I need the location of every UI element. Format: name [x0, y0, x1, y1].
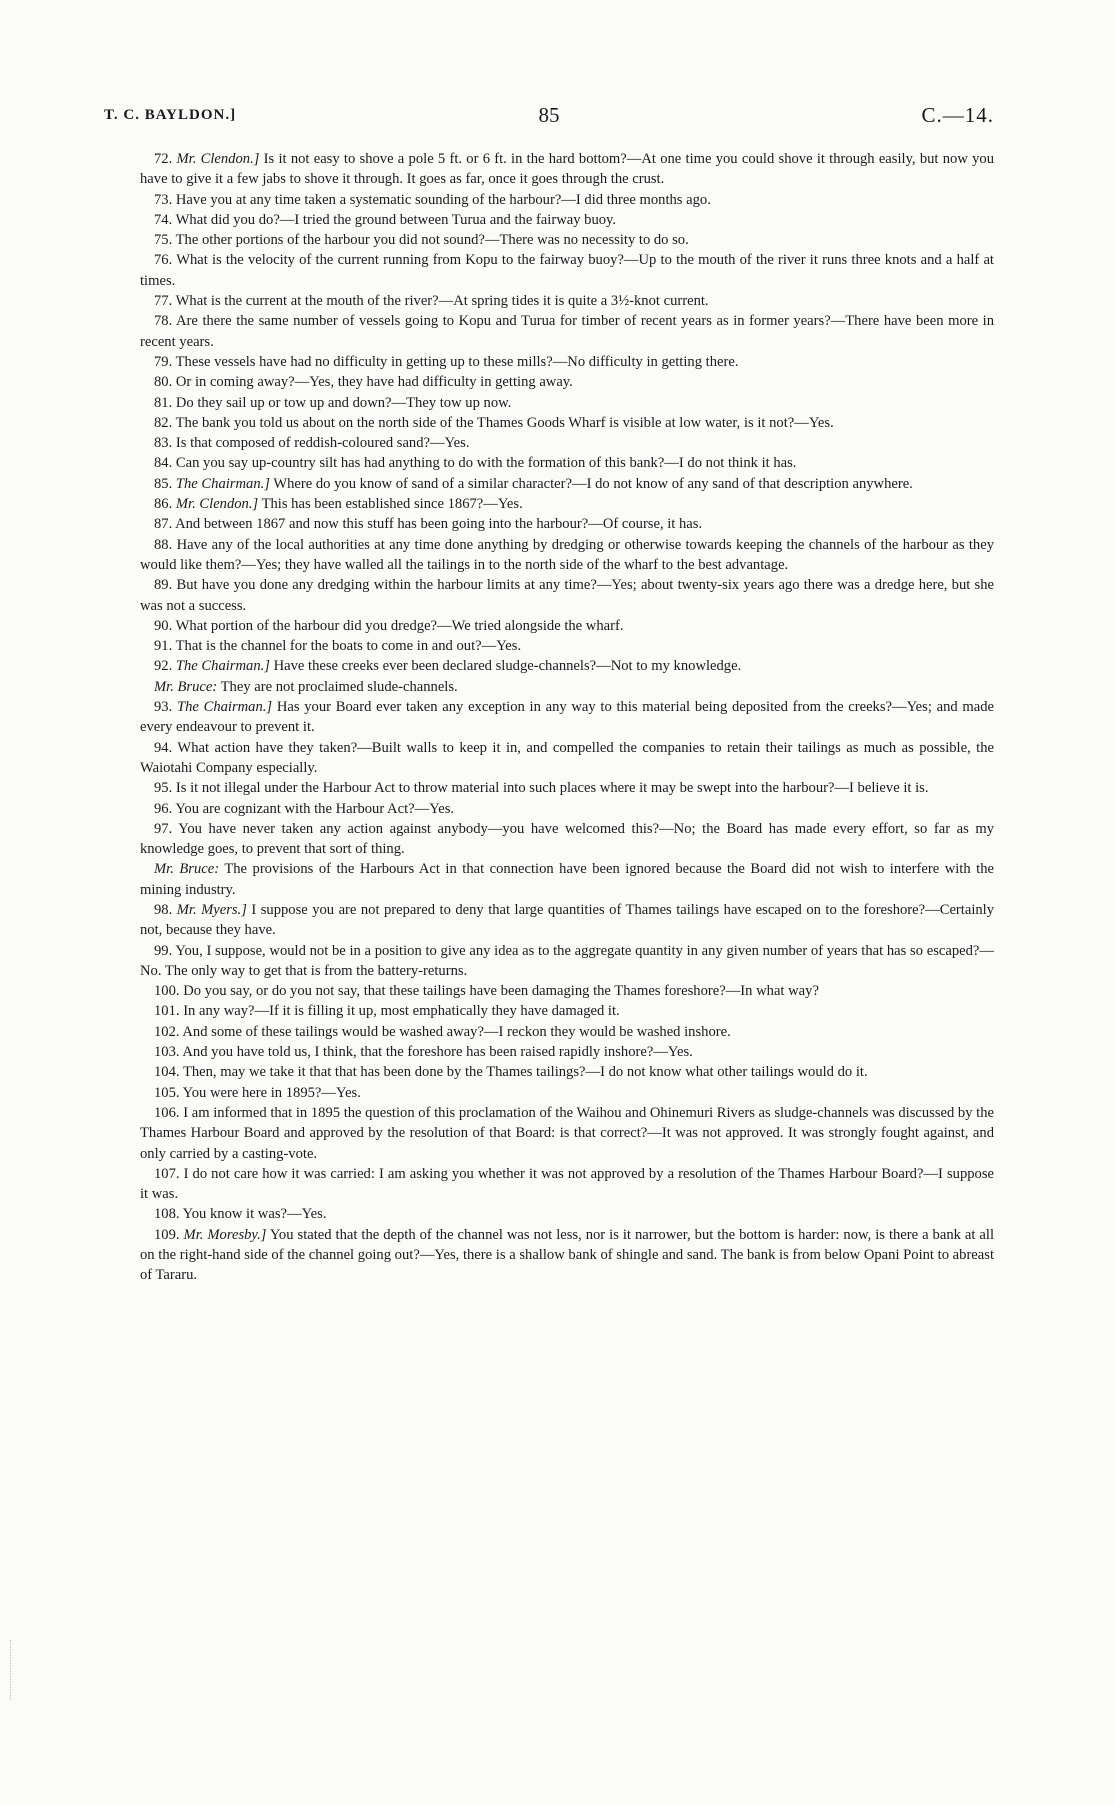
paragraph-text: The provisions of the Harbours Act in that connection have been ignored because the Board did not wish to interfere with the mining industry.: [140, 861, 994, 898]
question-number: 87: [154, 516, 169, 533]
header-witness: T. C. BAYLDON.]: [104, 107, 237, 123]
transcript-paragraph: 78. Are there the same number of vessels going to Kopu and Turua for timber of recent years as in former years?—There have been more in recent years.: [140, 313, 994, 350]
speaker-name: The Chairman.]: [175, 475, 270, 492]
transcript-paragraph: 85. The Chairman.] Where do you know of sand of a similar character?—I do not know of any sand of that description anywhere.: [154, 475, 913, 492]
transcript-body: [140, 149, 994, 1286]
question-number: 95: [154, 780, 169, 797]
speaker-name: Mr. Moresby.]: [183, 1226, 267, 1243]
paragraph-text: This has been established since 1867?—Yes.: [261, 496, 523, 513]
question-number: 73: [154, 191, 169, 208]
paragraph-text: And you have told us, I think, that the foreshore has been raised rapidly inshore?—Yes.: [182, 1044, 693, 1061]
paragraph-text: Or in coming away?—Yes, they have had difficulty in getting away.: [175, 374, 573, 391]
transcript-paragraph: 73. Have you at any time taken a systematic sounding of the harbour?—I did three months ago.: [154, 191, 711, 208]
question-number: 72: [154, 151, 169, 167]
paragraph-text: Has your Board ever taken any exception in any way to this material being deposited from the creeks?—Yes; and made every endeavour to prevent it.: [140, 699, 995, 736]
paragraph-text: These vessels have had no difficulty in getting up to these mills?—No difficulty in getting there.: [175, 353, 739, 370]
paragraph-text: Have these creeks ever been declared sludge-channels?—Not to my knowledge.: [273, 658, 742, 675]
transcript-paragraph: 91. That is the channel for the boats to come in and out?—Yes.: [154, 638, 522, 655]
question-number: 107: [154, 1165, 176, 1182]
transcript-paragraph: 74. What did you do?—I tried the ground between Turua and the fairway buoy.: [154, 211, 617, 228]
question-number: 81: [154, 394, 169, 411]
question-number: 93: [154, 699, 169, 716]
paragraph-text: And between 1867 and now this stuff has been going into the harbour?—Of course, it has.: [175, 516, 703, 533]
paragraph-text: Where do you know of sand of a similar character?—I do not know of any sand of that description anywhere.: [273, 475, 913, 492]
question-number: 77: [154, 293, 169, 310]
margin-mark: [10, 1640, 13, 1700]
paragraph-text: What is the current at the mouth of the river?—At spring tides it is quite a 3½-knot current.: [175, 293, 709, 310]
transcript-paragraph: 99. You, I suppose, would not be in a position to give any idea as to the aggregate quantity in any given number of years that has so escaped?—No. The only way to get that is from the battery-returns.: [140, 942, 994, 979]
transcript-paragraph: 96. You are cognizant with the Harbour Act?—Yes.: [154, 800, 455, 817]
transcript-paragraph: [140, 677, 994, 697]
question-number: 88: [154, 536, 169, 553]
transcript-paragraph: 87. And between 1867 and now this stuff has been going into the harbour?—Of course, it has.: [154, 516, 703, 533]
speaker-name: Mr. Bruce:: [154, 678, 218, 695]
transcript-paragraph: 107. I do not care how it was carried: I am asking you whether it was not approved by a resolution of the Thames Harbour Board?—I suppose it was.: [140, 1165, 994, 1203]
paragraph-text: What portion of the harbour did you dredge?—We tried alongside the wharf.: [175, 617, 624, 634]
transcript-paragraph: 98. Mr. Myers.] I suppose you are not prepared to deny that large quantities of Thames tailings have escaped on to the foreshore?—Certainly not, because they have.: [140, 901, 995, 939]
transcript-paragraph: 104. Then, may we take it that that has been done by the Thames tailings?—I do not know what other tailings would do it.: [154, 1064, 868, 1081]
transcript-paragraph: 90. What portion of the harbour did you dredge?—We tried alongside the wharf.: [154, 617, 624, 634]
question-number: 106: [154, 1104, 176, 1121]
transcript-paragraph: 105. You were here in 1895?—Yes.: [154, 1084, 361, 1101]
question-number: 94: [154, 739, 169, 756]
question-number: 100: [154, 983, 176, 1000]
paragraph-text: That is the channel for the boats to come in and out?—Yes.: [175, 638, 522, 655]
question-number: 105: [154, 1084, 176, 1101]
paragraph-text: You were here in 1895?—Yes.: [182, 1084, 361, 1101]
paragraph-text: But have you done any dredging within the harbour limits at any time?—Yes; about twenty-six years ago there was a dredge here, but she was not a success.: [140, 577, 995, 614]
question-number: 90: [154, 617, 169, 634]
paragraph-text: The other portions of the harbour you did not sound?—There was no necessity to do so.: [175, 232, 689, 249]
paragraph-text: Have you at any time taken a systematic sounding of the harbour?—I did three months ago.: [175, 191, 711, 208]
paragraph-text: The bank you told us about on the north side of the Thames Goods Wharf is visible at low water, is it not?—Yes.: [175, 414, 834, 431]
question-number: 108: [154, 1206, 176, 1223]
paragraph-text: You are cognizant with the Harbour Act?—Yes.: [175, 800, 455, 817]
paragraph-text: Is it not illegal under the Harbour Act to throw material into such places where it may be swept into the harbour?—I believe it is.: [175, 780, 929, 797]
transcript-paragraph: 75. The other portions of the harbour you did not sound?—There was no necessity to do so.: [154, 232, 689, 249]
question-number: 78: [154, 313, 169, 330]
transcript-paragraph: 101. In any way?—If it is filling it up, most emphatically they have damaged it.: [154, 1003, 620, 1020]
paragraph-text: Do you say, or do you not say, that these tailings have been damaging the Thames foreshore?—In what way?: [183, 983, 819, 1000]
question-number: 104: [154, 1064, 176, 1081]
page-number: 85: [538, 103, 560, 127]
transcript-paragraph: 93. The Chairman.] Has your Board ever taken any exception in any way to this material being deposited from the creeks?—Yes; and made every endeavour to prevent it.: [140, 699, 995, 736]
paragraph-text: Is it not easy to shove a pole 5 ft. or 6 ft. in the hard bottom?—At one time you could shove it through easily, but now you have to give it a few jabs to shove it through. It goes as far, once it goes through the crust.: [140, 151, 995, 188]
paragraph-text: You know it was?—Yes.: [182, 1206, 327, 1223]
speaker-name: Mr. Bruce:: [154, 861, 220, 878]
speaker-name: Mr. Clendon.]: [175, 496, 259, 513]
paragraph-text: Have any of the local authorities at any time done anything by dredging or otherwise towards keeping the channels of the harbour as they would like them?—Yes; they have walled all the tailings in to the north side of the wharf to the best advantage.: [140, 536, 994, 573]
question-number: 83: [154, 435, 169, 452]
question-number: 79: [154, 353, 169, 370]
paragraph-text: You have never taken any action against anybody—you have welcomed this?—No; the Board has made every effort, so far as my knowledge goes, to prevent that sort of thing.: [140, 820, 994, 858]
question-number: 98: [154, 901, 169, 918]
paragraph-text: Do they sail up or tow up and down?—They tow up now.: [175, 394, 512, 411]
transcript-paragraph: 81. Do they sail up or tow up and down?—They tow up now.: [154, 394, 512, 411]
paragraph-text: In any way?—If it is filling it up, most emphatically they have damaged it.: [183, 1003, 620, 1020]
question-number: 84: [154, 455, 169, 472]
question-number: 109: [154, 1226, 176, 1243]
transcript-paragraph: [140, 859, 994, 900]
paragraph-text: What is the velocity of the current running from Kopu to the fairway buoy?—Up to the mouth of the river it runs three knots and a half at times.: [140, 252, 994, 289]
question-number: 76: [154, 252, 169, 269]
paragraph-text: Then, may we take it that that has been done by the Thames tailings?—I do not know what other tailings would do it.: [182, 1064, 868, 1081]
transcript-paragraph: 92. The Chairman.] Have these creeks ever been declared sludge-channels?—Not to my knowledge.: [154, 658, 742, 675]
paragraph-text: Is that composed of reddish-coloured sand?—Yes.: [175, 435, 470, 452]
question-number: 103: [154, 1044, 176, 1061]
speaker-name: Mr. Myers.]: [176, 901, 247, 918]
transcript-paragraph: 108. You know it was?—Yes.: [154, 1206, 327, 1223]
transcript-paragraph: 72. Mr. Clendon.] Is it not easy to shove a pole 5 ft. or 6 ft. in the hard bottom?—At one time you could shove it through easily, but now you have to give it a few jabs to shove it through. It goes as far, once it goes through the crust.: [140, 151, 995, 188]
transcript-paragraph: 77. What is the current at the mouth of the river?—At spring tides it is quite a 3½-knot current.: [154, 293, 709, 310]
transcript-paragraph: 102. And some of these tailings would be washed away?—I reckon they would be washed inshore.: [154, 1023, 731, 1040]
paragraph-text: They are not proclaimed slude-channels.: [220, 678, 458, 695]
paragraph-text: You stated that the depth of the channel was not less, nor is it narrower, but the bottom is harder: now, is there a bank at all on the right-hand side of the channel going out?—Yes, there is a shallow bank of shingle and sand. The bank is from below Opani Point to abreast of Tararu.: [140, 1226, 994, 1284]
transcript-paragraph: 103. And you have told us, I think, that the foreshore has been raised rapidly inshore?—Yes.: [154, 1044, 693, 1061]
transcript-paragraph: 97. You have never taken any action against anybody—you have welcomed this?—No; the Board has made every effort, so far as my knowledge goes, to prevent that sort of thing.: [140, 820, 994, 858]
transcript-paragraph: 94. What action have they taken?—Built walls to keep it in, and compelled the companies to retain their tailings as much as possible, the Waiotahi Company especially.: [140, 739, 994, 776]
transcript-paragraph: 83. Is that composed of reddish-coloured sand?—Yes.: [154, 435, 470, 452]
question-number: 96: [154, 800, 169, 817]
paragraph-text: I am informed that in 1895 the question of this proclamation of the Waihou and Ohinemuri Rivers as sludge-channels was discussed by the Thames Harbour Board and approved by the resolution of that Board: is that correct?—It was not approved. It was strongly fought against, and only carried by a casting-vote.: [140, 1104, 995, 1162]
paragraph-text: Are there the same number of vessels going to Kopu and Turua for timber of recent years as in former years?—There have been more in recent years.: [140, 313, 994, 350]
question-number: 74: [154, 211, 169, 228]
transcript-paragraph: 88. Have any of the local authorities at any time done anything by dredging or otherwise towards keeping the channels of the harbour as they would like them?—Yes; they have walled all the tailings in to the north side of the wharf to the best advantage.: [140, 536, 994, 573]
speaker-name: The Chairman.]: [175, 658, 270, 675]
transcript-paragraph: 89. But have you done any dredging within the harbour limits at any time?—Yes; about twenty-six years ago there was a dredge here, but she was not a success.: [140, 577, 995, 614]
paragraph-text: And some of these tailings would be washed away?—I reckon they would be washed inshore.: [182, 1023, 731, 1040]
question-number: 99: [154, 942, 169, 959]
transcript-paragraph: 106. I am informed that in 1895 the question of this proclamation of the Waihou and Ohinemuri Rivers as sludge-channels was discussed by the Thames Harbour Board and approved by the resolution of that Board: is that correct?—It was not approved. It was strongly fought against, and only carried by a casting-vote.: [140, 1104, 995, 1162]
question-number: 75: [154, 232, 169, 249]
document-reference: C.—14.: [921, 103, 994, 127]
speaker-name: The Chairman.]: [176, 699, 273, 716]
paragraph-text: What action have they taken?—Built walls to keep it in, and compelled the companies to retain their tailings as much as possible, the Waiotahi Company especially.: [140, 739, 994, 776]
question-number: 101: [154, 1003, 176, 1020]
question-number: 89: [154, 577, 169, 594]
paragraph-text: You, I suppose, would not be in a position to give any idea as to the aggregate quantity in any given number of years that has so escaped?—No. The only way to get that is from the battery-returns.: [140, 942, 994, 979]
question-number: 97: [154, 820, 169, 837]
speaker-name: Mr. Clendon.]: [176, 151, 260, 167]
page-header: [104, 103, 994, 129]
question-number: 80: [154, 374, 169, 391]
transcript-paragraph: 79. These vessels have had no difficulty in getting up to these mills?—No difficulty in getting there.: [154, 353, 739, 370]
transcript-paragraph: 100. Do you say, or do you not say, that these tailings have been damaging the Thames foreshore?—In what way?: [154, 983, 819, 1000]
transcript-paragraph: 76. What is the velocity of the current running from Kopu to the fairway buoy?—Up to the mouth of the river it runs three knots and a half at times.: [140, 252, 994, 289]
question-number: 82: [154, 414, 169, 431]
transcript-paragraph: 80. Or in coming away?—Yes, they have had difficulty in getting away.: [154, 374, 573, 391]
transcript-paragraph: 109. Mr. Moresby.] You stated that the depth of the channel was not less, nor is it narrower, but the bottom is harder: now, is there a bank at all on the right-hand side of the channel going out?—Yes, there is a shallow bank of shingle and sand. The bank is from below Opani Point to abreast of Tararu.: [140, 1226, 994, 1284]
question-number: 102: [154, 1023, 176, 1040]
transcript-paragraph: 86. Mr. Clendon.] This has been established since 1867?—Yes.: [154, 496, 523, 513]
paragraph-text: What did you do?—I tried the ground between Turua and the fairway buoy.: [175, 211, 617, 228]
paragraph-text: Can you say up-country silt has had anything to do with the formation of this bank?—I do not think it has.: [175, 455, 797, 472]
question-number: 86: [154, 496, 169, 513]
question-number: 91: [154, 638, 169, 655]
paragraph-text: I suppose you are not prepared to deny that large quantities of Thames tailings have escaped on to the foreshore?—Certainly not, because they have.: [140, 901, 995, 939]
transcript-paragraph: 95. Is it not illegal under the Harbour Act to throw material into such places where it may be swept into the harbour?—I believe it is.: [154, 780, 929, 797]
question-number: 85: [154, 475, 169, 492]
transcript-paragraph: 82. The bank you told us about on the north side of the Thames Goods Wharf is visible at low water, is it not?—Yes.: [154, 414, 834, 431]
transcript-paragraph: 84. Can you say up-country silt has had anything to do with the formation of this bank?—I do not think it has.: [154, 455, 797, 472]
question-number: 92: [154, 658, 169, 675]
paragraph-text: I do not care how it was carried: I am asking you whether it was not approved by a resolution of the Thames Harbour Board?—I suppose it was.: [140, 1165, 994, 1203]
